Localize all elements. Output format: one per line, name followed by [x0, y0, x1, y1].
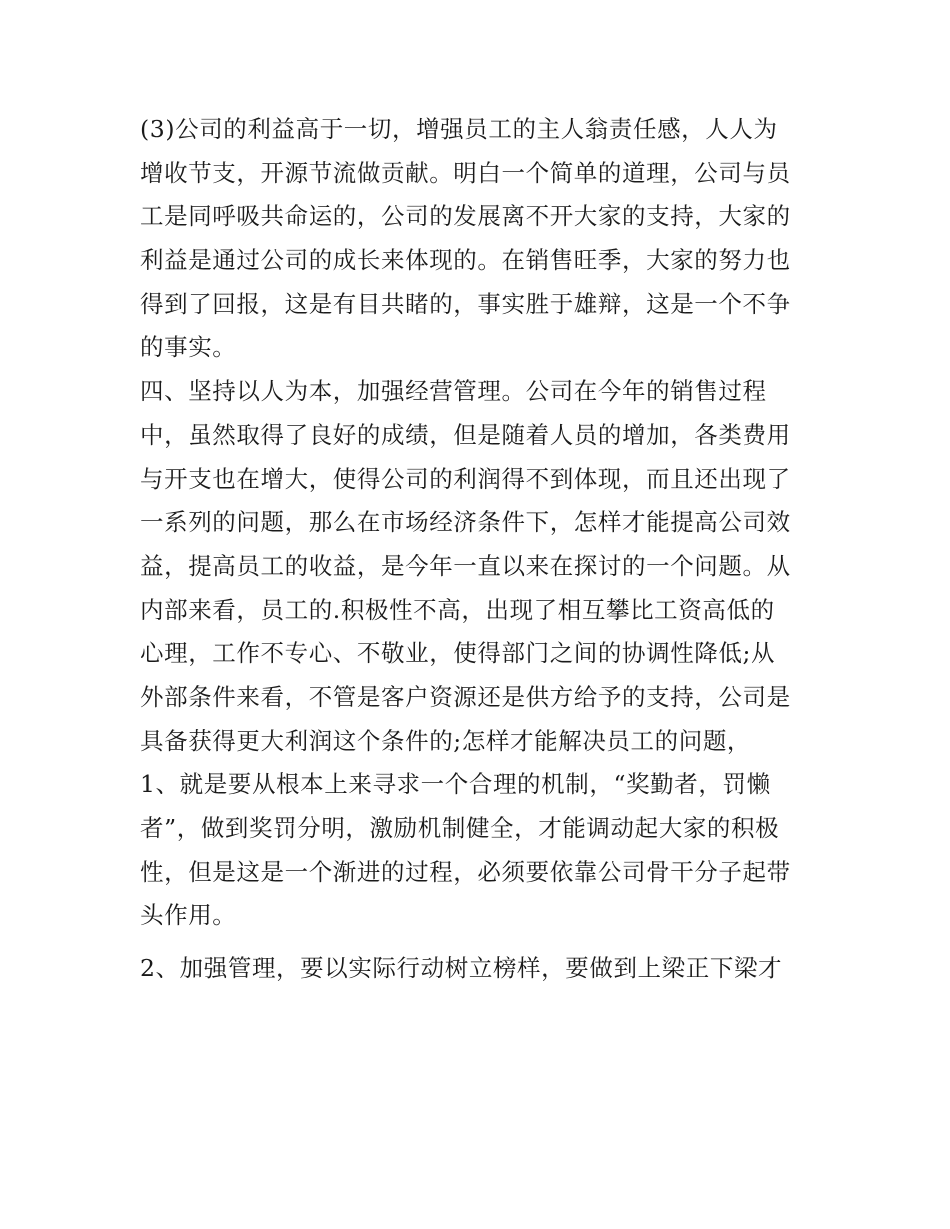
text-line: 益，提高员工的收益，是今年一直以来在探讨的一个问题。从 [140, 551, 791, 580]
text-line: 与开支也在增大，使得公司的利润得不到体现，而且还出现了 [140, 464, 791, 493]
text-line: 中，虽然取得了良好的成绩，但是随着人员的增加，各类费用 [140, 420, 791, 449]
text-line: 增收节支，开源节流做贡献。明白一个简单的道理，公司与员 [140, 158, 791, 187]
document-body [140, 108, 830, 991]
text-line: 头作用。 [140, 901, 237, 930]
text-line: 2、加强管理，要以实际行动树立榜样，要做到上梁正下梁才 [140, 954, 783, 983]
text-line: (3)公司的利益高于一切，增强员工的主人翁责任感，人人为 [140, 115, 778, 143]
text-line: 性，但是这是一个渐进的过程，必须要依靠公司骨干分子起带 [140, 857, 791, 886]
text-line: 一系列的问题，那么在市场经济条件下，怎样才能提高公司效 [140, 508, 791, 537]
text-line: 心理，工作不专心、不敬业，使得部门之间的协调性降低;从 [140, 639, 776, 668]
text-line: 四、坚持以人为本，加强经营管理。公司在今年的销售过程 [140, 377, 767, 406]
text-line: 者”，做到奖罚分明，激励机制健全，才能调动起大家的积极 [140, 814, 780, 842]
text-line: 工是同呼吸共命运的，公司的发展离不开大家的支持，大家的 [140, 202, 791, 231]
text-line: 的事实。 [140, 333, 237, 362]
text-line: 外部条件来看，不管是客户资源还是供方给予的支持，公司是 [140, 682, 791, 711]
text-line: 具备获得更大利润这个条件的;怎样才能解决员工的问题， [140, 726, 752, 755]
text-line: 1、就是要从根本上来寻求一个合理的机制，“奖勤者，罚懒 [140, 770, 771, 799]
text-line: 内部来看，员工的.积极性不高，出现了相互攀比工资高低的 [140, 595, 775, 624]
text-line: 得到了回报，这是有目共睹的，事实胜于雄辩，这是一个不争 [140, 289, 791, 318]
text-line: 利益是通过公司的成长来体现的。在销售旺季，大家的努力也 [140, 246, 791, 275]
